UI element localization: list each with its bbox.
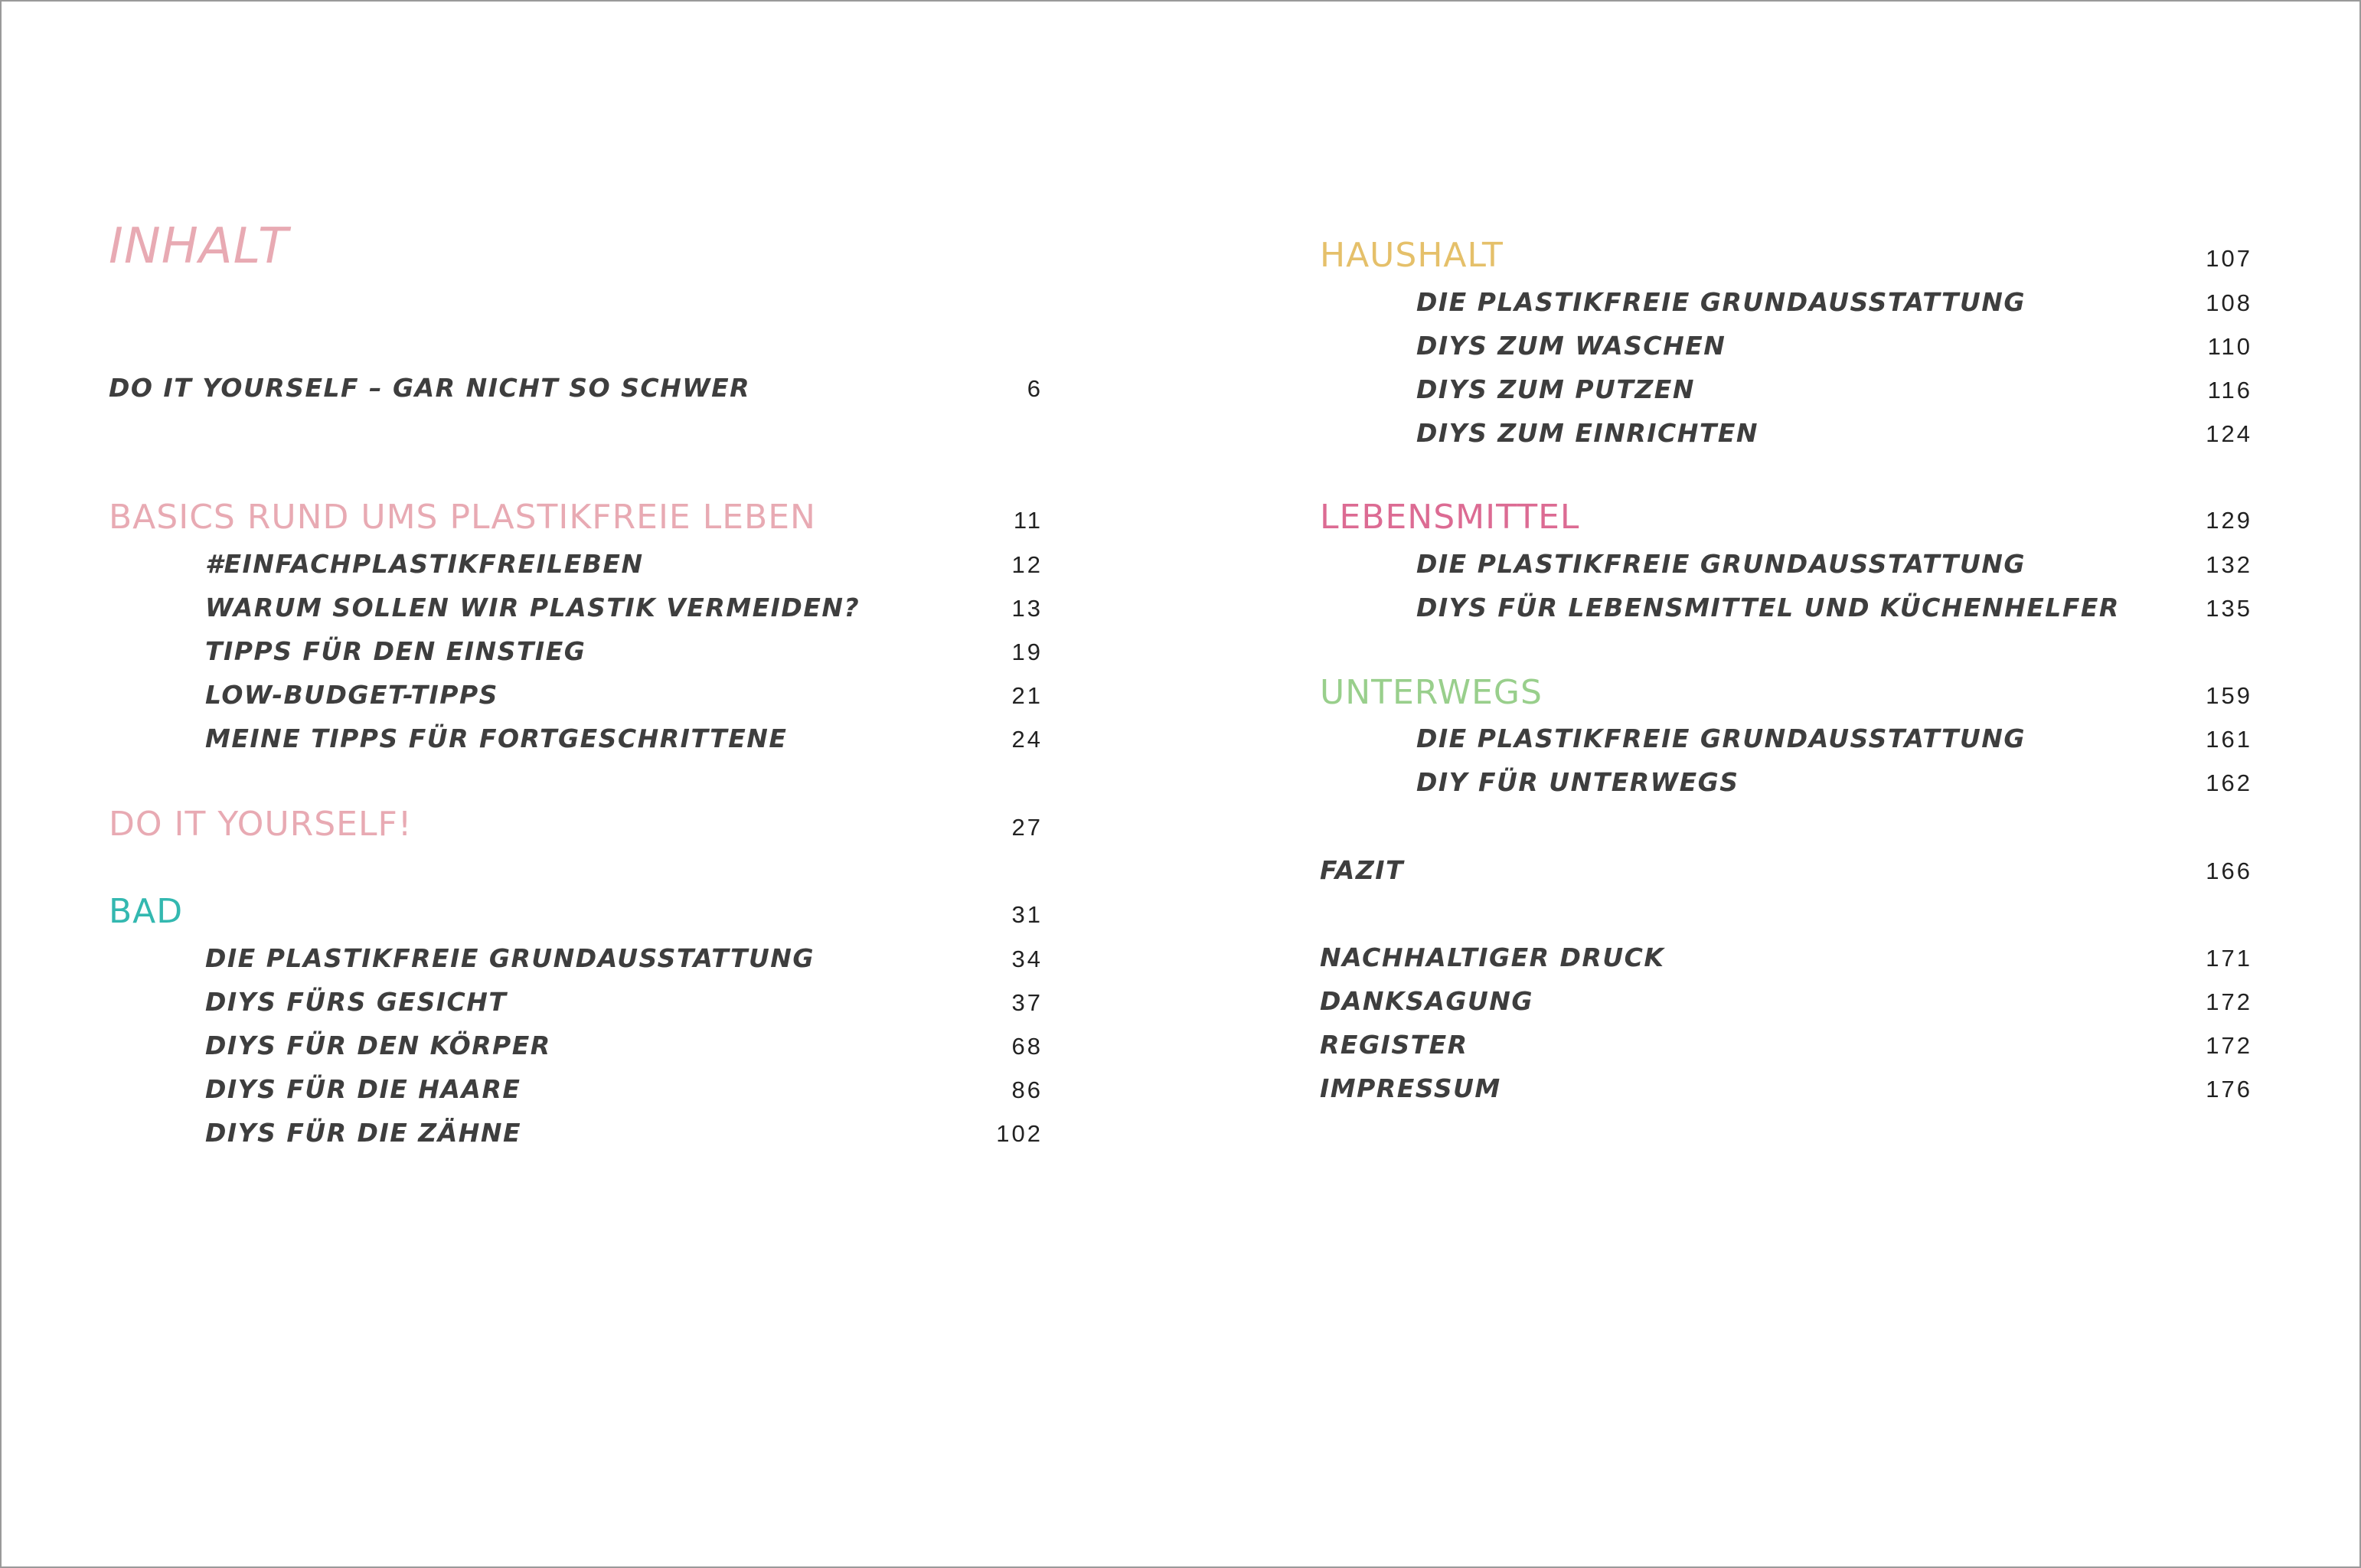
toc-entry (109, 636, 1043, 666)
toc-entry-title: DIYS FÜR LEBENSMITTEL UND KÜCHENHELFER (1416, 593, 2120, 622)
toc-entry (109, 1033, 1043, 1058)
toc-entry-page: 19 (1011, 639, 1043, 665)
toc-entry-title: DANKSAGUNG (1320, 986, 1534, 1016)
toc-entry-page: 107 (2206, 245, 2252, 272)
toc-entry-page: 124 (2206, 420, 2252, 447)
toc-entry-page: 6 (1027, 375, 1043, 402)
contents-heading: INHALT (109, 218, 289, 275)
toc-entry (1320, 331, 2252, 361)
section-title-lebensmittel: LEBENSMITTEL (1320, 498, 1580, 537)
toc-entry-page: 172 (2206, 1032, 2252, 1059)
toc-entry-title: DIYS FÜR DIE HAARE (205, 1074, 521, 1104)
toc-entry (109, 551, 1043, 577)
toc-entry-page: 24 (1011, 726, 1043, 753)
toc-entry-page: 68 (1011, 1033, 1043, 1060)
toc-entry-title: DIYS ZUM PUTZEN (1416, 374, 1695, 404)
toc-entry (1320, 988, 2252, 1014)
toc-section-bad (109, 892, 1043, 931)
toc-entry-title: DIE PLASTIKFREIE GRUNDAUSSTATTUNG (205, 943, 815, 973)
toc-entry-page: 108 (2206, 289, 2252, 316)
toc-entry-page: 161 (2206, 726, 2252, 753)
toc-entry (1320, 551, 2252, 577)
toc-entry-page: 110 (2207, 333, 2252, 360)
toc-entry (109, 373, 1043, 403)
toc-entry-title: FAZIT (1320, 855, 1405, 885)
toc-entry-title: DIYS FÜRS GESICHT (205, 987, 508, 1017)
toc-entry (1320, 289, 2252, 315)
toc-entry-page: 86 (1011, 1076, 1043, 1103)
toc-entry-title: DIYS ZUM WASCHEN (1416, 331, 1726, 361)
toc-entry-title: MEINE TIPPS FÜR FORTGESCHRITTENE (205, 724, 788, 753)
toc-entry-page: 135 (2206, 595, 2252, 622)
toc-entry (1320, 726, 2252, 751)
toc-entry-page: 132 (2206, 551, 2252, 578)
toc-entry (109, 943, 1043, 973)
section-title-diy: DO IT YOURSELF! (109, 805, 413, 844)
toc-entry (109, 1076, 1043, 1102)
toc-entry (109, 1118, 1043, 1148)
toc-entry (1320, 942, 2252, 972)
toc-entry-title: DIYS FÜR DIE ZÄHNE (205, 1118, 522, 1148)
toc-section-diy (109, 805, 1043, 844)
toc-entry-title: NACHHALTIGER DRUCK (1320, 942, 1665, 972)
toc-entry-title: #EINFACHPLASTIKFREILEBEN (205, 549, 644, 579)
toc-entry-page: 21 (1011, 682, 1043, 709)
toc-entry-page: 27 (1011, 814, 1043, 841)
toc-entry-page: 166 (2206, 858, 2252, 884)
toc-entry-page: 11 (1013, 507, 1043, 534)
toc-entry-page: 171 (2206, 945, 2252, 972)
toc-entry-page: 102 (996, 1120, 1043, 1147)
toc-entry-title: TIPPS FÜR DEN EINSTIEG (205, 636, 586, 666)
toc-entry-page: 129 (2206, 507, 2252, 534)
toc-entry (1320, 769, 2252, 795)
toc-entry-title: DIYS ZUM EINRICHTEN (1416, 418, 1759, 448)
section-title-unterwegs: UNTERWEGS (1320, 673, 1543, 712)
toc-entry-page: 13 (1011, 595, 1043, 622)
toc-entry-title: REGISTER (1320, 1030, 1468, 1060)
toc-entry-page: 116 (2207, 377, 2252, 403)
toc-entry-page: 162 (2206, 769, 2252, 796)
toc-entry-title: DIY FÜR UNTERWEGS (1416, 767, 1739, 797)
toc-entry (1320, 855, 2252, 885)
toc-entry-page: 31 (1011, 901, 1043, 928)
toc-entry (109, 726, 1043, 751)
toc-entry-page: 37 (1011, 989, 1043, 1016)
toc-section-lebensmittel (1320, 498, 2252, 537)
toc-entry-page: 34 (1011, 946, 1043, 972)
toc-entry (1320, 1030, 2252, 1060)
toc-entry-page: 172 (2206, 988, 2252, 1015)
toc-entry-title: DIE PLASTIKFREIE GRUNDAUSSTATTUNG (1416, 287, 2026, 317)
toc-entry-page: 159 (2206, 682, 2252, 709)
toc-section-haushalt (1320, 236, 2252, 275)
toc-entry-title: DIYS FÜR DEN KÖRPER (205, 1031, 551, 1060)
toc-entry-title: DIE PLASTIKFREIE GRUNDAUSSTATTUNG (1416, 724, 2026, 753)
section-title-basics: BASICS RUND UMS PLASTIKFREIE LEBEN (109, 498, 816, 537)
section-title-haushalt: HAUSHALT (1320, 236, 1504, 275)
toc-entry (109, 680, 1043, 710)
toc-entry-page: 12 (1011, 551, 1043, 578)
toc-entry-title: DIE PLASTIKFREIE GRUNDAUSSTATTUNG (1416, 549, 2026, 579)
toc-entry (1320, 420, 2252, 446)
toc-section-basics (109, 498, 1043, 537)
toc-entry (1320, 374, 2252, 404)
toc-entry-title: IMPRESSUM (1320, 1073, 1501, 1103)
toc-entry (1320, 1073, 2252, 1103)
toc-entry-page: 176 (2206, 1076, 2252, 1102)
toc-section-unterwegs (1320, 673, 2252, 712)
toc-entry-title: LOW-BUDGET-TIPPS (205, 680, 498, 710)
toc-entry (109, 987, 1043, 1017)
toc-entry (109, 595, 1043, 620)
toc-entry-title: WARUM SOLLEN WIR PLASTIK VERMEIDEN? (205, 593, 860, 622)
section-title-bad: BAD (109, 892, 184, 931)
toc-entry (1320, 595, 2252, 620)
toc-entry-title: DO IT YOURSELF – GAR NICHT SO SCHWER (109, 373, 751, 403)
